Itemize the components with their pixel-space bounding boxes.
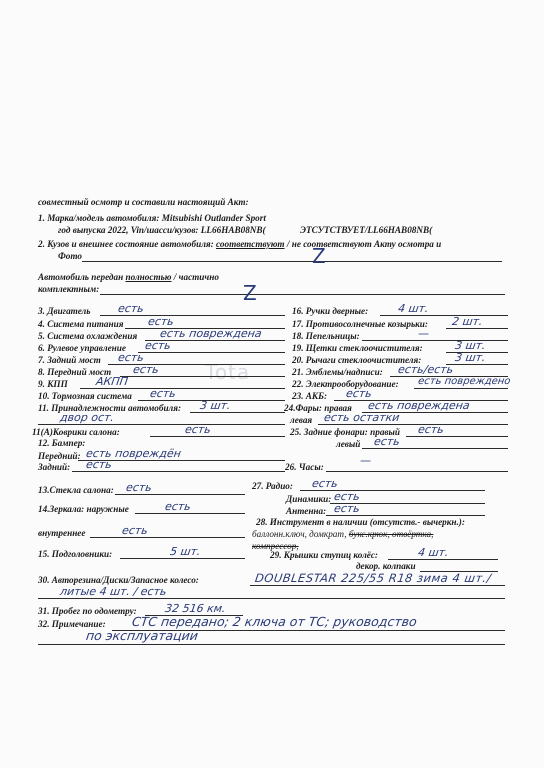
item23-label: 23. АКБ:	[292, 391, 328, 401]
item11a-value: есть	[184, 423, 212, 436]
item17-label: 17. Противосолнечные козырьки:	[292, 319, 428, 329]
item18-value: —	[417, 327, 430, 340]
item8-value: есть	[132, 363, 160, 376]
speakers-label: Динамики:	[286, 494, 332, 504]
item4-label: 4. Система питания	[38, 319, 124, 329]
item11-line	[190, 412, 285, 413]
glass-label: 13.Стекла салона:	[38, 485, 114, 495]
item11-line2	[38, 424, 285, 425]
item16-value: 4 шт.	[397, 302, 430, 315]
headrests-line	[120, 558, 245, 559]
headrests-value: 5 шт.	[169, 545, 202, 558]
transfer-line1: Автомобиль передан полностью / частично	[38, 272, 219, 282]
transfer-line2: комплектным:	[38, 284, 100, 294]
item1-label: 1. Марка/модель автомобиля: Mitsubishi Outlander Sport	[38, 213, 266, 223]
item24-left-label: левая	[290, 415, 313, 425]
transfer-z-mark: Z	[243, 281, 257, 305]
item24-left-line	[318, 424, 508, 425]
tools-line1: баллонн.ключ, домкрат, букс.крюк, отвёртка,	[252, 529, 434, 539]
mirrors-value: есть	[164, 500, 192, 513]
bumper-label: 12. Бампер:	[38, 438, 86, 448]
item21-label: 21. Эмблемы/надписи:	[292, 367, 383, 377]
mileage-label: 31. Пробег по одометру:	[38, 606, 137, 616]
headrests-label: 15. Подголовники:	[38, 549, 113, 559]
watermark: Tota	[205, 360, 251, 384]
mirrors-label: 14.Зеркала: наружные	[38, 504, 129, 514]
item9-value: АКПП	[95, 375, 129, 388]
item6-line	[138, 352, 285, 353]
item16-label: 16. Ручки дверные:	[292, 306, 369, 316]
item2-z-mark: Z	[312, 244, 326, 268]
item1-vin: год выпуска 2022, Vin/шасси/кузов: LL66HAB08NB(	[58, 225, 266, 235]
radio-line	[300, 490, 485, 491]
item2-line	[82, 261, 502, 262]
item16-line	[380, 315, 508, 316]
mirrors-inner-label: внутреннее	[38, 528, 86, 538]
item25-line	[406, 436, 508, 437]
item19-value: 3 шт.	[454, 339, 487, 352]
hubcaps-value: 4 шт.	[417, 546, 450, 559]
item5-value: есть повреждена	[159, 327, 263, 340]
clock-value: —	[359, 454, 372, 467]
clock-line	[326, 471, 508, 472]
radio-value: есть	[311, 477, 339, 490]
antenna-label: Антенна:	[286, 506, 327, 516]
note-value2: по эксплуатации	[85, 628, 200, 643]
hubcaps-label: 29. Крышки ступиц колёс:	[270, 550, 378, 560]
tools-label: 28. Инструмент в наличии (отсутств.- вычеркн.):	[256, 517, 465, 527]
item24-left-value: есть остатки	[323, 411, 401, 424]
tires-value2: литые 4 шт. / есть	[59, 585, 168, 598]
bumper-front-value: есть повреждён	[85, 447, 182, 460]
tires-value: DOUBLESTAR 225/55 R18 зима 4 шт./	[254, 571, 493, 585]
item25-left-label: левый	[336, 439, 361, 449]
item23-value: есть	[345, 387, 373, 400]
item6-value: есть	[144, 339, 172, 352]
item3-label: 3. Двигатель	[38, 306, 91, 316]
item18-label: 18. Пепельницы:	[292, 331, 360, 341]
item22-line	[414, 388, 508, 389]
item20-line	[446, 364, 508, 365]
item9-label: 9. КПП	[38, 379, 68, 389]
tires-line2	[38, 598, 505, 599]
item5-label: 5. Система охлаждения	[38, 331, 138, 341]
item17-line	[446, 328, 508, 329]
mirrors-line	[135, 513, 245, 514]
antenna-value: есть	[333, 502, 361, 515]
item24-value: есть повреждена	[367, 399, 471, 412]
item8-line	[120, 376, 285, 377]
bumper-front-label: Передний:	[38, 451, 81, 461]
item1-vin-right: ЭТСУТСТВУЕТ/LL66HAB08NB(	[300, 225, 433, 235]
item25-value: есть	[417, 423, 445, 436]
speakers-value: есть	[333, 490, 361, 503]
item25-left-line	[362, 448, 508, 449]
item3-value: есть	[117, 302, 145, 315]
mirrors-inner-line	[90, 537, 245, 538]
item8-label: 8. Передний мост	[38, 367, 112, 377]
item22-label: 22. Электрооборудование:	[292, 379, 399, 389]
item2-label: 2. Кузов и внешнее состояние автомобиля: соответствуют / не соответствуют Акту осмотра и	[38, 239, 442, 249]
item11a-label: 11(А)Коврики салона:	[32, 427, 120, 437]
radio-label: 27. Радио:	[252, 481, 293, 491]
tires-line	[250, 585, 505, 586]
item11-label: 11. Принадлежности автомобиля:	[38, 403, 182, 413]
item3-line	[100, 315, 285, 316]
glass-line	[115, 494, 245, 495]
item9-line	[80, 388, 285, 389]
decor-caps-label: декор. колпаки	[356, 561, 416, 571]
item17-value: 2 шт.	[451, 315, 484, 328]
mileage-value: 32 516 км.	[164, 602, 227, 615]
item2-foto: Фото	[58, 251, 83, 261]
note-line2	[38, 644, 505, 645]
item22-value: есть повреждено	[417, 376, 512, 387]
item10-value: есть	[149, 387, 177, 400]
tools-line2: компрессор,	[252, 541, 299, 551]
transfer-line	[100, 294, 505, 295]
item19-label: 19. Щетки стеклоочистителя:	[292, 343, 423, 353]
note-label: 32. Примечание:	[38, 619, 106, 629]
bumper-rear-label: Задний:	[38, 462, 71, 472]
tires-label: 30. Авторезина/Диски/Запасное колесо:	[38, 575, 199, 585]
item11a-line	[150, 436, 285, 437]
hubcaps-line	[388, 559, 498, 560]
item7-label: 7. Задний мост	[38, 355, 101, 365]
item25-label: 25. Задние фонари: правый	[290, 427, 401, 437]
item25-left-value: есть	[373, 435, 401, 448]
item6-label: 6. Рулевое управление	[38, 343, 126, 353]
bumper-rear-line	[72, 471, 285, 472]
intro-text: совместный осмотр и составили настоящий Акт:	[38, 197, 249, 207]
antenna-line	[326, 515, 485, 516]
item24-label: 24.Фары: правая	[284, 403, 352, 413]
item7-value: есть	[117, 351, 145, 364]
item10-label: 10. Тормозная система	[38, 391, 132, 401]
bumper-rear-value: есть	[85, 458, 113, 471]
item20-value: 3 шт.	[454, 351, 487, 364]
clock-label: 26. Часы:	[285, 462, 324, 472]
item11-value2: двор ост.	[59, 411, 115, 424]
note-value: СТС передано; 2 ключа от ТС; руководство	[131, 614, 418, 629]
glass-value: есть	[125, 481, 153, 494]
item21-value: есть/есть	[397, 363, 455, 376]
item11-value: 3 шт.	[199, 399, 232, 412]
item4-value: есть	[147, 315, 175, 328]
mirrors-inner-value: есть	[121, 524, 149, 537]
item20-label: 20. Рычаги стеклоочистителя:	[292, 355, 422, 365]
